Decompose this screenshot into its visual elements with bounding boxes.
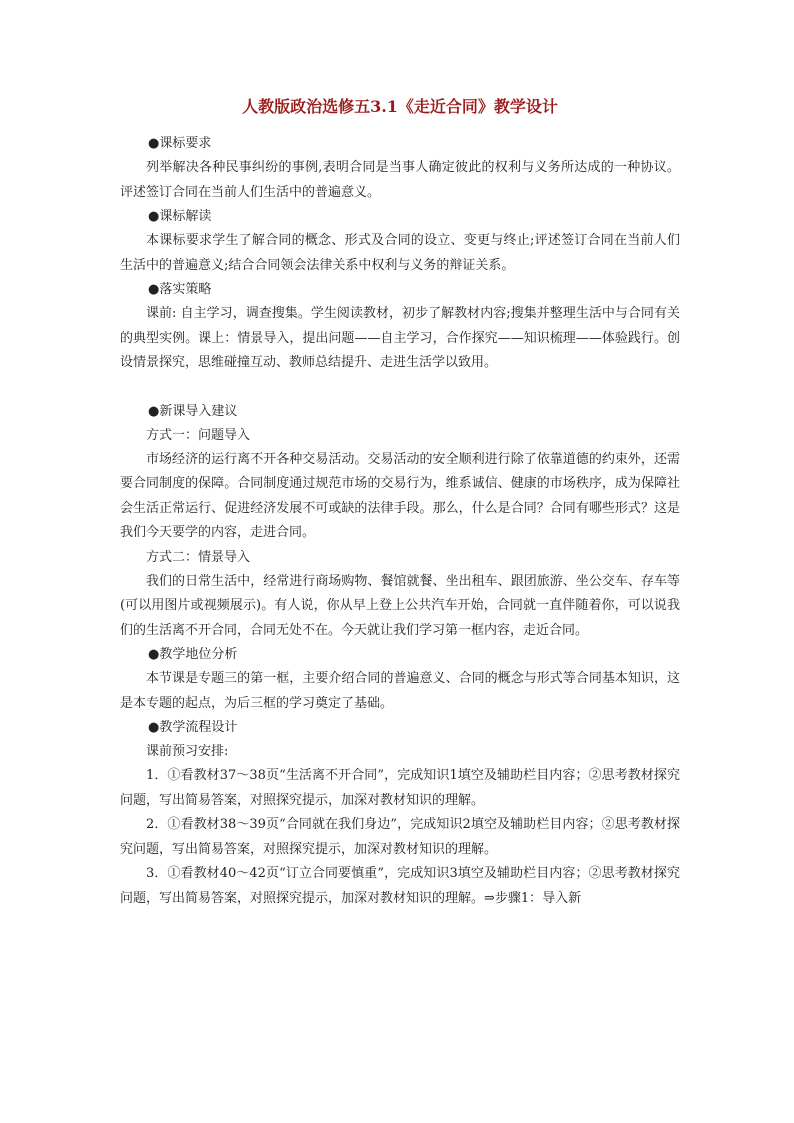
paragraph-implementation-strategy: 课前: 自主学习，调查搜集。学生阅读教材，初步了解教材内容;搜集并整理生活中与合同有关的典型实例。课上：情景导入，提出问题——自主学习，合作探究——知识梳理——体验践行。创设情景探究，思维碰撞互动、教师总结提升、走进生活学以致用。 [120, 306, 680, 370]
label-preview-arrangement: 课前预习安排: [146, 744, 229, 759]
section-heading-teaching-flow: ●教学流程设计 [148, 720, 238, 735]
section-heading-teaching-position: ●教学地位分析 [148, 647, 238, 662]
list-item-preview-1: 1．①看教材37～38页“生活离不开合同”，完成知识1填空及辅助栏目内容；②思考教材探究问题，写出简易答案，对照探究提示，加深对教材知识的理解。 [120, 768, 680, 808]
document-title: 人教版政治选修五3.1《走近合同》教学设计 [242, 97, 558, 116]
paragraph-way-one: 市场经济的运行离不开各种交易活动。交易活动的安全顺利进行除了依靠道德的约束外，还需要合同制度的保障。合同制度通过规范市场的交易行为，维系诚信、健康的市场秩序，成为保障社会生活正常运行、促进经济发展不可或缺的法律手段。那么，什么是合同？合同有哪些形式？这是我们今天要学的内容，走进合同。 [120, 451, 680, 540]
paragraph-curriculum-requirements: 列举解决各种民事纠纷的事例,表明合同是当事人确定彼此的权利与义务所达成的一种协议。评述签订合同在当前人们生活中的普遍意义。 [120, 160, 680, 200]
label-way-one: 方式一：问题导入 [146, 427, 251, 443]
label-way-two: 方式二：情景导入 [146, 549, 251, 565]
list-item-preview-2: 2．①看教材38～39页“合同就在我们身边”，完成知识2填空及辅助栏目内容；②思考教材探究问题，写出简易答案，对照探究提示，加深对教材知识的理解。 [120, 817, 680, 857]
paragraph-curriculum-interpretation: 本课标要求学生了解合同的概念、形式及合同的设立、变更与终止;评述签订合同在当前人们生活中的普遍意义;结合合同领会法律关系中权利与义务的辩证关系。 [120, 233, 680, 273]
section-heading-implementation-strategy: ●落实策略 [148, 282, 212, 297]
document-content [120, 94, 680, 911]
section-heading-lesson-intro: ●新课导入建议 [148, 403, 238, 419]
section-heading-curriculum-interpretation: ●课标解读 [148, 209, 212, 224]
paragraph-way-two: 我们的日常生活中，经常进行商场购物、餐馆就餐、坐出租车、跟团旅游、坐公交车、存车等(可以用图片或视频展示)。有人说，你从早上登上公共汽车开始，合同就一直伴随着你，可以说我们的生活离不开合同，合同无处不在。今天就让我们学习第一框内容，走近合同。 [120, 573, 680, 638]
paragraph-teaching-position: 本节课是专题三的第一框，主要介绍合同的普遍意义、合同的概念与形式等合同基本知识，这是本专题的起点，为后三框的学习奠定了基础。 [120, 671, 680, 711]
list-item-preview-3: 3．①看教材40～42页“订立合同要慎重”，完成知识3填空及辅助栏目内容；②思考教材探究问题，写出简易答案，对照探究提示，加深对教材知识的理解。⇒步骤1：导入新 [120, 866, 680, 906]
section-heading-curriculum-requirements: ●课标要求 [148, 136, 212, 151]
blank-line [120, 376, 680, 400]
